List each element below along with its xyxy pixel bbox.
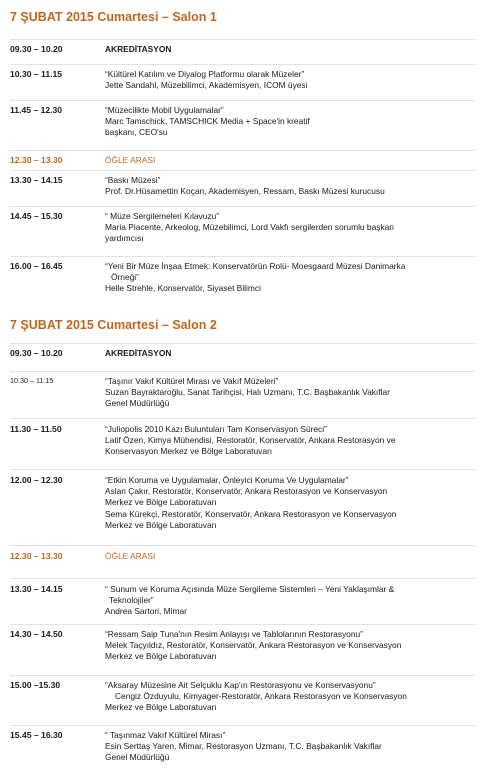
agenda-time: 09.30 – 10.20 xyxy=(10,44,63,54)
agenda-title: ÖĞLE ARASI xyxy=(105,551,156,561)
agenda-speaker: Jette Sandahl, Müzebilimci, Akademisyen, ICOM üyesi xyxy=(105,80,308,91)
agenda-content xyxy=(105,211,480,245)
agenda-speaker: Suzan Bayraktaroğlu, Sanat Tarihçisi, Halı Uzmanı, T.C. Başbakanlık Vakıflar xyxy=(105,387,390,398)
agenda-title: “Kültürel Katılım ve Diyalog Platformu olarak Müzeler” xyxy=(105,69,305,79)
agenda-speaker: Latif Özen, Kimya Mühendisi, Restoratör, Konservatör, Ankara Restorasyon ve xyxy=(105,435,396,446)
agenda-time: 12.00 – 12.30 xyxy=(10,475,63,485)
agenda-speaker: Helle Strehle, Konservatör, Siyaset Bilimci xyxy=(105,283,261,294)
agenda-content xyxy=(105,105,480,139)
agenda-content xyxy=(105,44,480,55)
agenda-content xyxy=(105,629,480,663)
agenda-speaker: Aslan Çakır, Restoratör, Konservatör, Ankara Restorasyon ve Konservasyon xyxy=(105,486,388,497)
divider xyxy=(10,170,475,171)
agenda-title: AKREDİTASYON xyxy=(105,348,172,358)
agenda-time: 14.30 – 14.50 xyxy=(10,629,63,639)
agenda-time: 13.30 – 14.15 xyxy=(10,584,63,594)
agenda-title: AKREDİTASYON xyxy=(105,44,172,54)
agenda-time: 15.00 –15.30 xyxy=(10,680,61,690)
divider xyxy=(10,545,475,546)
agenda-content xyxy=(105,348,480,359)
agenda-time: 13.30 – 14.15 xyxy=(10,175,63,185)
agenda-content xyxy=(105,551,480,562)
agenda-title: “Aksaray Müzesine Ait Selçuklu Kap'ın Restorasyonu ve Konservasyonu” xyxy=(105,680,376,690)
agenda-speaker: Maria Piacente, Arkeolog, Müzebilimci, Lord Vakfı sergilerden sorumlu başkan xyxy=(105,222,394,233)
agenda-content xyxy=(105,680,480,714)
agenda-title: ÖĞLE ARASI xyxy=(105,155,156,165)
session-heading-salon-1: 7 ŞUBAT 2015 Cumartesi – Salon 1 xyxy=(10,10,217,24)
agenda-time: 10.30 – 11.15 xyxy=(10,376,54,385)
divider xyxy=(10,469,475,470)
divider xyxy=(10,418,475,419)
agenda-speaker: Sema Kürekçi, Restoratör, Konservatör, Ankara Restorasyon ve Konservasyon xyxy=(105,508,397,519)
agenda-title: “Yeni Bir Müze İnşaa Etmek: Konservatörün Rolü- Moesgaard Müzesi Danimarka xyxy=(105,261,406,271)
agenda-time: 15.45 – 16.30 xyxy=(10,730,63,740)
agenda-content xyxy=(105,261,480,295)
agenda-content xyxy=(105,730,480,764)
agenda-content xyxy=(105,424,480,458)
agenda-content xyxy=(105,69,480,91)
agenda-title: “Ressam Saip Tuna'nın Resim Anlayışı ve Tablolarının Restorasyonu” xyxy=(105,629,363,639)
agenda-title-continued: Örneği” xyxy=(111,272,139,283)
agenda-content xyxy=(105,475,480,531)
agenda-speaker: Marc Tamschick, TAMSCHICK Media + Space'in kreatif xyxy=(105,116,310,127)
divider xyxy=(10,675,475,676)
agenda-speaker: Konservasyon Merkez ve Bölge Laboratuvarı xyxy=(105,446,273,457)
agenda-title: “Müzecilikte Mobil Uygulamalar” xyxy=(105,105,224,115)
divider xyxy=(10,206,475,207)
agenda-time: 12.30 – 13.30 xyxy=(10,155,63,165)
agenda-speaker: başkanı, CEO'su xyxy=(105,127,168,138)
agenda-title: “ Sunum ve Koruma Açısında Müze Sergileme Sistemleri – Yeni Yaklaşımlar & xyxy=(105,584,395,594)
agenda-time: 12.30 – 13.30 xyxy=(10,551,63,561)
agenda-speaker: Genel Müdürlüğü xyxy=(105,398,170,409)
agenda-title: “Juliopolis 2010 Kazı Buluntuları Tam Konservasyon Süreci” xyxy=(105,424,327,434)
agenda-title: “Etkin Koruma ve Uygulamalar, Önleyici Koruma Ve Uygulamalar” xyxy=(105,475,349,485)
session-heading-salon-2: 7 ŞUBAT 2015 Cumartesi – Salon 2 xyxy=(10,318,217,332)
agenda-content xyxy=(105,175,480,197)
agenda-speaker: Cengiz Özduyulu, Kimyager-Restoratör, Ankara Restorasyon ve Konservasyon xyxy=(115,691,407,702)
divider xyxy=(10,39,475,40)
agenda-title: “Baskı Müzesi” xyxy=(105,175,161,185)
agenda-time: 11.30 – 11.50 xyxy=(10,424,62,434)
agenda-title: “ Müze Sergilemeleri Kılavuzu” xyxy=(105,211,220,221)
agenda-time: 11.45 – 12.30 xyxy=(10,105,63,115)
divider xyxy=(10,371,475,372)
agenda-content xyxy=(105,155,480,166)
divider xyxy=(10,725,475,726)
agenda-speaker: Merkez ve Bölge Laboratuvarı xyxy=(105,651,217,662)
agenda-speaker: Merkez ve Bölge Laboratuvarı xyxy=(105,519,217,530)
agenda-time: 14.45 – 15.30 xyxy=(10,211,63,221)
agenda-speaker: Merkez ve Bölge Laboratuvarı xyxy=(105,497,217,508)
divider xyxy=(10,150,475,151)
divider xyxy=(10,624,475,625)
agenda-content xyxy=(105,376,480,410)
agenda-speaker: Genel Müdürlüğü xyxy=(105,752,170,763)
agenda-content xyxy=(105,584,480,618)
divider xyxy=(10,64,475,65)
agenda-speaker: yardımcısı xyxy=(105,233,144,244)
divider xyxy=(10,343,475,344)
agenda-speaker: Prof. Dr.Hüsamettin Koçan, Akademisyen, Ressam, Baskı Müzesi kurucusu xyxy=(105,186,385,197)
agenda-title: “ Taşınmaz Vakıf Kültürel Mirası” xyxy=(105,730,226,740)
divider xyxy=(10,578,475,579)
agenda-speaker: Merkez ve Bölge Laboratuvarı xyxy=(105,702,217,713)
agenda-time: 09.30 – 10.20 xyxy=(10,348,63,358)
agenda-title: “Taşınır Vakıf Kültürel Mirası ve Vakıf Müzeleri” xyxy=(105,376,279,386)
divider xyxy=(10,100,475,101)
agenda-speaker: Andrea Sartori, Mimar xyxy=(105,606,187,617)
agenda-time: 10.30 – 11.15 xyxy=(10,69,63,79)
agenda-title-continued: Teknolojiler” xyxy=(109,595,154,606)
divider xyxy=(10,256,475,257)
agenda-time: 16.00 – 16.45 xyxy=(10,261,63,271)
agenda-speaker: Melek Taçyıldız, Restoratör, Konservatör, Ankara Restorasyon ve Konservasyon xyxy=(105,640,402,651)
agenda-speaker: Esin Serttaş Yaren, Mimar, Restorasyon Uzmanı, T.C. Başbakanlık Vakıflar xyxy=(105,741,382,752)
